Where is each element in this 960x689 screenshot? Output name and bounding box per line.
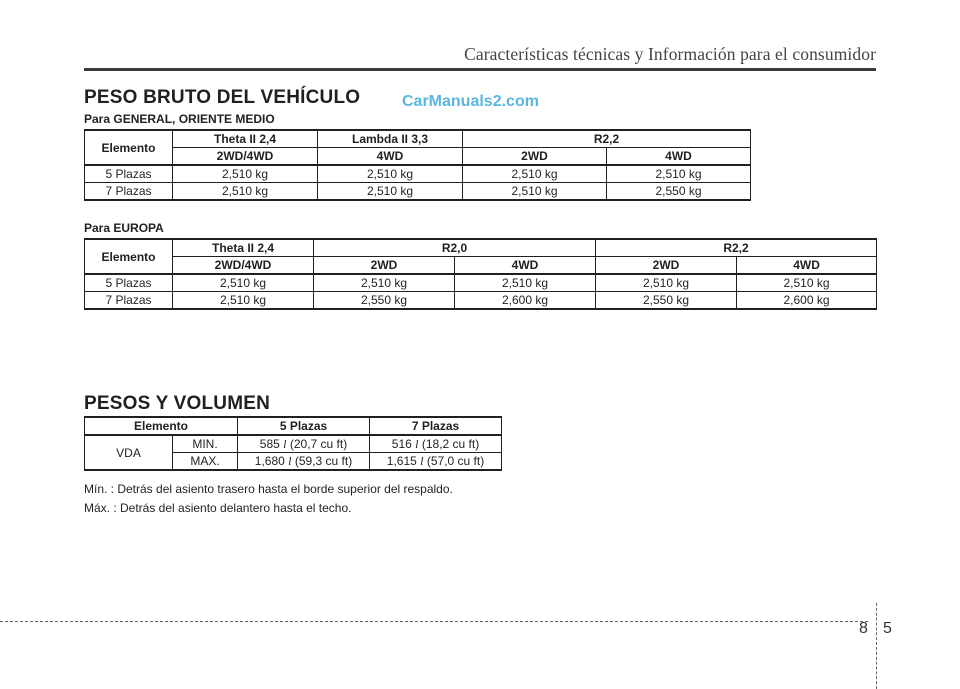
section-title-gross-weight: PESO BRUTO DEL VEHÍCULO [84,87,361,108]
row-label: MIN. [173,435,238,453]
table1-caption: Para GENERAL, ORIENTE MEDIO [84,112,275,126]
note-min: Mín. : Detrás del asiento trasero hasta el borde superior del respaldo. [84,482,453,496]
cell: 516 l (18,2 cu ft) [370,435,502,453]
table1-drive: 2WD [463,148,607,166]
watermark: CarManuals2.com [402,93,539,110]
table-row [85,435,502,453]
cell: 2,510 kg [455,274,596,292]
table2-caption: Para EUROPA [84,221,164,235]
running-header: Características técnicas y Información para el consumidor [464,44,876,64]
table2-engine-r20: R2,0 [314,239,596,257]
row-label: 7 Plazas [85,183,173,201]
cell: 2,550 kg [607,183,751,201]
table2-engine-theta: Theta II 2,4 [173,239,314,257]
cell: 1,615 l (57,0 cu ft) [370,453,502,471]
chapter-number: 8 [859,620,868,637]
table2-drive: 2WD [314,257,455,275]
cell: 2,510 kg [173,183,318,201]
table-row [85,183,751,201]
table2-elemento-header: Elemento [85,239,173,274]
cell: 2,510 kg [463,165,607,183]
cell: 585 l (20,7 cu ft) [238,435,370,453]
cell: 2,510 kg [463,183,607,201]
table1-drive: 4WD [318,148,463,166]
row-label: 5 Plazas [85,165,173,183]
table1-drive: 2WD/4WD [173,148,318,166]
cell: 2,510 kg [173,165,318,183]
vda-label: VDA [85,435,173,470]
cell: 2,510 kg [173,292,314,310]
table1-elemento-header: Elemento [85,130,173,165]
table2-engine-r22: R2,2 [596,239,877,257]
table1-engine-lambda: Lambda II 3,3 [318,130,463,148]
cell: 2,510 kg [607,165,751,183]
table1-engine-theta: Theta II 2,4 [173,130,318,148]
weights-volume-table [84,416,502,471]
cell: 2,550 kg [314,292,455,310]
page-divider [876,603,877,689]
table-row [85,274,877,292]
cell: 2,510 kg [737,274,877,292]
section-title-weights-volume: PESOS Y VOLUMEN [84,393,271,414]
cell: 2,510 kg [173,274,314,292]
cell: 2,510 kg [318,183,463,201]
table3-col-5-plazas: 5 Plazas [238,417,370,435]
table1-engine-r22: R2,2 [463,130,751,148]
cell: 2,510 kg [318,165,463,183]
table2-drive: 2WD/4WD [173,257,314,275]
row-label: 5 Plazas [85,274,173,292]
table2-drive: 2WD [596,257,737,275]
table3-col-7-plazas: 7 Plazas [370,417,502,435]
table1-drive: 4WD [607,148,751,166]
table3-elemento-header: Elemento [85,417,238,435]
table-row [85,165,751,183]
table-row [85,292,877,310]
cell: 2,550 kg [596,292,737,310]
table2-drive: 4WD [737,257,877,275]
header-rule [84,68,876,71]
footer-rule [0,621,868,622]
table2-drive: 4WD [455,257,596,275]
page-number: 5 [883,620,892,637]
row-label: MAX. [173,453,238,471]
cell: 2,600 kg [455,292,596,310]
gross-weight-table-europe [84,238,877,310]
note-max: Máx. : Detrás del asiento delantero hasta el techo. [84,501,352,515]
row-label: 7 Plazas [85,292,173,310]
gross-weight-table-general [84,129,751,201]
cell: 2,510 kg [314,274,455,292]
cell: 2,600 kg [737,292,877,310]
cell: 2,510 kg [596,274,737,292]
cell: 1,680 l (59,3 cu ft) [238,453,370,471]
